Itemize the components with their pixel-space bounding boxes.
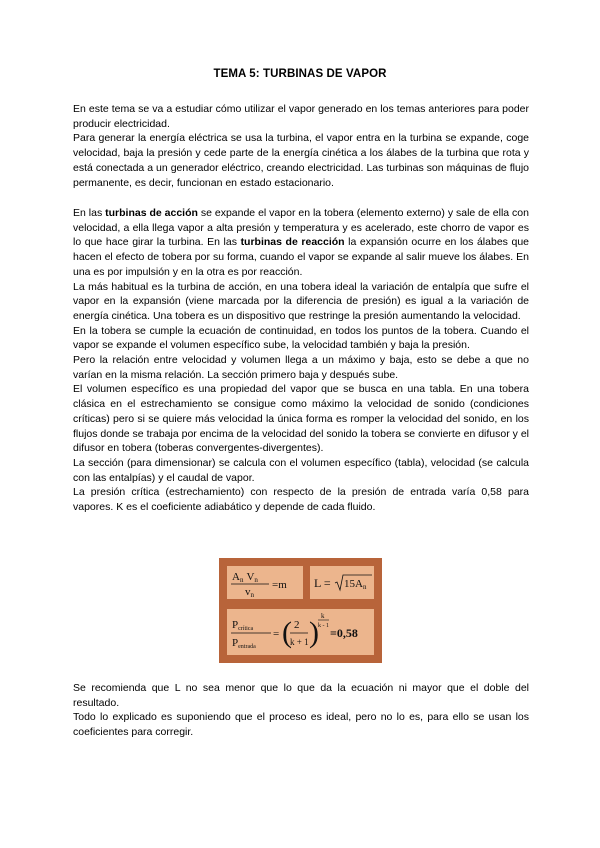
svg-text:Pcrítica: Pcrítica [232,619,254,632]
turbine-types-paragraph: En las turbinas de acción se expande el vapor en la tobera (elemento externo) y sale de ella con velocidad, a ella llega vapor a alta presión y temperatura y es acelerado, este chorro de vapor es lo que hace girar la turbina. En las turbinas de reacción la expansión ocurre en los álabes que hacen el efecto de tobera por su forma, cuando el vapor se expande al salir mueve los álabes. En una es por impulsión y en la otra es por reacción. [73,207,530,278]
page-title: TEMA 5: TURBINAS DE VAPOR [213,68,387,80]
intro-paragraph: Para generar la energía eléctrica se usa la turbina, el vapor entra en la turbina se expande, coge velocidad, baja la presión y cede parte de la energía cinética a los álabes de la turbina que rota y está conectada a un generador eléctrico, creando electricidad. Las turbinas son máquinas de flujo permanente, es decir, funcionan en estado estacionario. [73,132,529,189]
formula-image [219,558,382,663]
svg-text:Pentrada: Pentrada [232,637,256,650]
svg-text:=0,58: =0,58 [330,626,358,640]
svg-text:=: = [273,628,280,640]
svg-text:(: ( [282,616,292,649]
svg-text:2: 2 [294,619,300,631]
svg-text:=m: =m [272,579,287,591]
critical-pressure-formula [227,609,374,655]
closing-paragraph: Todo lo explicado es suponiendo que el proceso es ideal, pero no lo es, para ello se usan los coeficientes para corregir. [73,711,529,739]
closing-section [73,681,529,740]
intro-paragraph: En este tema se va a estudiar cómo utilizar el vapor generado en los temas anteriores para poder producir electricidad. [73,103,529,130]
svg-text:15An: 15An [344,578,367,591]
term-accion: turbinas de acción [105,207,198,219]
intro-section [73,102,529,190]
svg-text:AnVn: An Vn [232,571,258,584]
svg-text:k: k [321,612,325,620]
body-paragraph: Pero la relación entre velocidad y volumen llega a un máximo y baja, esto se debe a que no varían en la misma relación. La sección primero baja y después sube. [73,354,529,381]
svg-text:k + 1: k + 1 [290,637,309,647]
body-paragraph: En la tobera se cumple la ecuación de continuidad, en todos los puntos de la tobera. Cuando el vapor se expande el volumen específico sube, la velocidad también y baja la presión. [73,324,529,352]
length-formula [310,566,374,599]
body-section [73,206,529,515]
body-paragraph: La sección (para dimensionar) se calcula con el volumen específico (tabla), velocidad (se calcula con las entalpías) y el caudal de vapor. [73,456,529,484]
continuity-formula [227,566,303,599]
body-paragraph: La presión crítica (estrechamiento) con respecto de la presión de entrada varía 0,58 para vapores. K es el coeficiente adiabático y depende de cada fluido. [73,486,529,514]
body-paragraph: La más habitual es la turbina de acción, en una tobera ideal la variación de entalpía que sufre el vapor en la expansión (viene marcada por la diferencia de presión) es igual a la variación de energía cinética. Una tobera es un dispositivo que restringe la presión aumentando la velocidad. [73,280,529,322]
svg-text:k - 1: k - 1 [318,623,329,629]
svg-text:): ) [309,616,319,649]
svg-text:L =: L = [314,576,331,590]
svg-text:vn: vn [245,586,254,599]
closing-paragraph: Se recomienda que L no sea menor que lo que da la ecuación ni mayor que el doble del resultado. [73,682,529,709]
term-reaccion: turbinas de reacción [240,236,345,249]
body-paragraph: El volumen específico es una propiedad del vapor que se busca en una tabla. En una tobera clásica en el estrechamiento se consigue como máximo la velocidad de sonido (condiciones críticas) pero si se quiere más velocidad la única forma es romper la velocidad del sonido, en los flujos donde se trabaja por encima de la velocidad del sonido la tobera se convierte en difusor y el difusor en tobera (toberas convergentes-divergentes). [73,383,529,455]
